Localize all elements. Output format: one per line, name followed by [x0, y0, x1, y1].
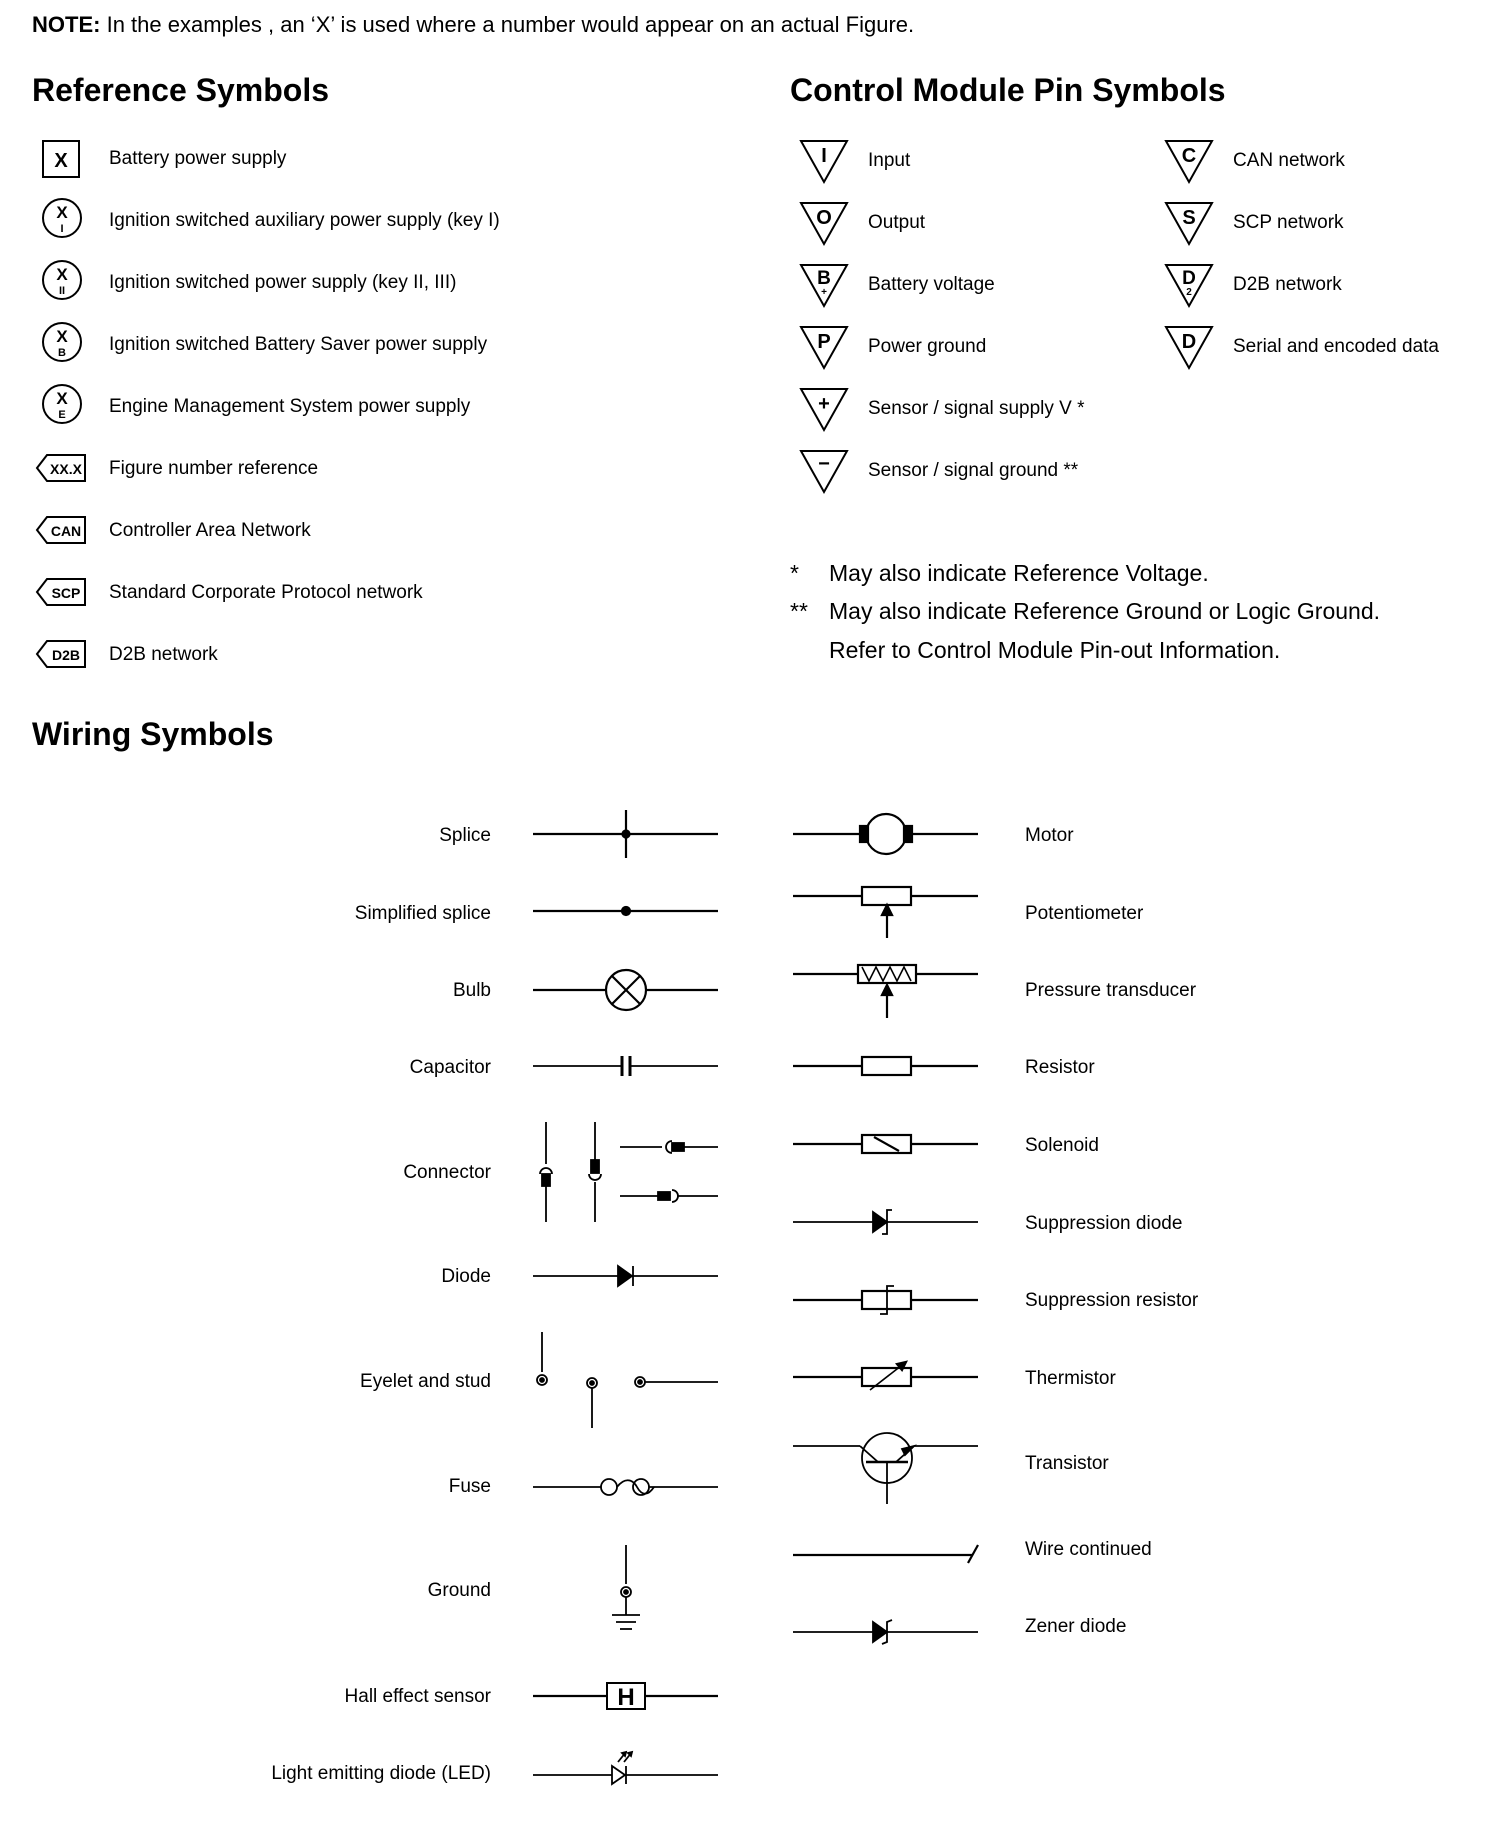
- svg-text:X: X: [56, 389, 68, 408]
- ref-label-ignition-power: Ignition switched power supply (key II, III): [109, 272, 457, 293]
- wiring-label-suppression-diode: Suppression diode: [1025, 1213, 1183, 1234]
- wiring-symbols-title: Wiring Symbols: [32, 716, 274, 752]
- svg-text:XX.X: XX.X: [50, 461, 82, 477]
- zener-diode-symbol-icon: [793, 1620, 978, 1644]
- pin-label-scp: SCP network: [1233, 212, 1344, 233]
- svg-text:P: P: [817, 331, 831, 353]
- pressure-transducer-symbol-icon: [793, 965, 978, 1018]
- wiring-label-motor: Motor: [1025, 825, 1074, 846]
- wiring-label-simplified-splice: Simplified splice: [354, 903, 491, 924]
- pin-label-power-ground: Power ground: [868, 336, 987, 357]
- wiring-label-splice: Splice: [439, 825, 491, 846]
- pin-symbols-title: Control Module Pin Symbols: [790, 72, 1226, 108]
- wiring-label-ground: Ground: [427, 1580, 491, 1601]
- wiring-label-zener: Zener diode: [1025, 1616, 1127, 1637]
- ref-label-ignition-aux: Ignition switched auxiliary power supply (key I): [109, 210, 500, 231]
- pin-label-battery-voltage: Battery voltage: [868, 274, 995, 295]
- transistor-symbol-icon: [793, 1433, 978, 1504]
- wiring-label-thermistor: Thermistor: [1025, 1368, 1116, 1389]
- suppression-diode-symbol-icon: [793, 1210, 978, 1234]
- wiring-label-fuse: Fuse: [448, 1476, 491, 1497]
- footnote-text-1: May also indicate Reference Voltage.: [829, 560, 1209, 586]
- ref-label-d2b: D2B network: [109, 644, 218, 665]
- wire-continued-symbol-icon: [793, 1545, 978, 1563]
- svg-text:SCP: SCP: [51, 585, 81, 601]
- pin-label-can: CAN network: [1233, 150, 1345, 171]
- svg-text:I: I: [821, 145, 827, 167]
- footnote-text-3: Refer to Control Module Pin-out Information.: [829, 637, 1281, 663]
- ref-label-figure: Figure number reference: [109, 458, 319, 479]
- wiring-label-resistor: Resistor: [1025, 1057, 1095, 1078]
- svg-text:E: E: [58, 409, 66, 421]
- svg-text:I: I: [60, 223, 64, 235]
- potentiometer-symbol-icon: [793, 887, 978, 938]
- svg-text:D2B: D2B: [51, 647, 81, 663]
- wiring-label-bulb: Bulb: [452, 980, 491, 1001]
- svg-text:II: II: [58, 285, 66, 297]
- note-text: In the examples , an ‘X’ is used where a number would appear on an actual Figure.: [106, 12, 915, 37]
- hall-letter: H: [617, 1684, 635, 1711]
- pin-label-output: Output: [868, 212, 926, 233]
- motor-symbol-icon: [793, 814, 978, 854]
- svg-text:C: C: [1181, 145, 1197, 167]
- wiring-label-wire-continued: Wire continued: [1025, 1539, 1152, 1560]
- pin-label-d2b: D2B network: [1233, 274, 1342, 295]
- wiring-label-connector: Connector: [403, 1162, 491, 1183]
- note-label: NOTE:: [32, 12, 101, 37]
- wiring-label-led: Light emitting diode (LED): [271, 1763, 491, 1784]
- footnote-mark-2: **: [790, 598, 808, 624]
- wiring-label-eyelet: Eyelet and stud: [360, 1371, 491, 1392]
- wiring-label-suppression-resistor: Suppression resistor: [1025, 1290, 1199, 1311]
- ref-label-scp: Standard Corporate Protocol network: [109, 582, 423, 603]
- svg-text:S: S: [1182, 207, 1196, 229]
- wiring-label-pressure-transducer: Pressure transducer: [1025, 980, 1197, 1001]
- svg-text:CAN: CAN: [50, 523, 82, 539]
- solenoid-symbol-icon: [793, 1135, 978, 1153]
- svg-text:D: D: [1182, 268, 1196, 289]
- resistor-symbol-icon: [793, 1057, 978, 1075]
- pin-label-sensor-ground: Sensor / signal ground **: [868, 460, 1079, 481]
- suppression-resistor-symbol-icon: [793, 1286, 978, 1314]
- wiring-label-potentiometer: Potentiometer: [1025, 903, 1144, 924]
- ref-label-battery: Battery power supply: [109, 148, 287, 169]
- footnote-text-2: May also indicate Reference Ground or Logic Ground.: [829, 598, 1381, 624]
- svg-text:+: +: [818, 393, 830, 415]
- svg-text:2: 2: [1186, 287, 1192, 298]
- wiring-label-diode: Diode: [441, 1266, 491, 1287]
- footnote-mark-1: *: [790, 560, 799, 586]
- svg-text:−: −: [818, 453, 830, 475]
- ref-label-battery-saver: Ignition switched Battery Saver power supply: [109, 334, 488, 355]
- ref-label-engine-management: Engine Management System power supply: [109, 396, 471, 417]
- svg-text:X: X: [54, 150, 68, 172]
- wiring-label-transistor: Transistor: [1025, 1453, 1109, 1474]
- svg-text:B: B: [817, 268, 831, 289]
- pin-label-serial: Serial and encoded data: [1233, 336, 1439, 357]
- wiring-label-hall: Hall effect sensor: [344, 1686, 491, 1707]
- svg-text:+: +: [821, 287, 827, 298]
- svg-text:B: B: [58, 347, 66, 359]
- svg-text:D: D: [1181, 331, 1197, 353]
- svg-text:X: X: [56, 265, 68, 284]
- svg-text:X: X: [56, 327, 68, 346]
- ref-label-can: Controller Area Network: [109, 520, 311, 541]
- reference-symbols-title: Reference Symbols: [32, 72, 330, 108]
- pin-label-input: Input: [868, 150, 911, 171]
- wiring-label-capacitor: Capacitor: [409, 1057, 491, 1078]
- svg-text:X: X: [56, 203, 68, 222]
- svg-text:O: O: [816, 207, 832, 229]
- thermistor-symbol-icon: [793, 1362, 978, 1390]
- pin-label-sensor-supply: Sensor / signal supply V *: [868, 398, 1085, 419]
- wiring-label-solenoid: Solenoid: [1025, 1135, 1099, 1156]
